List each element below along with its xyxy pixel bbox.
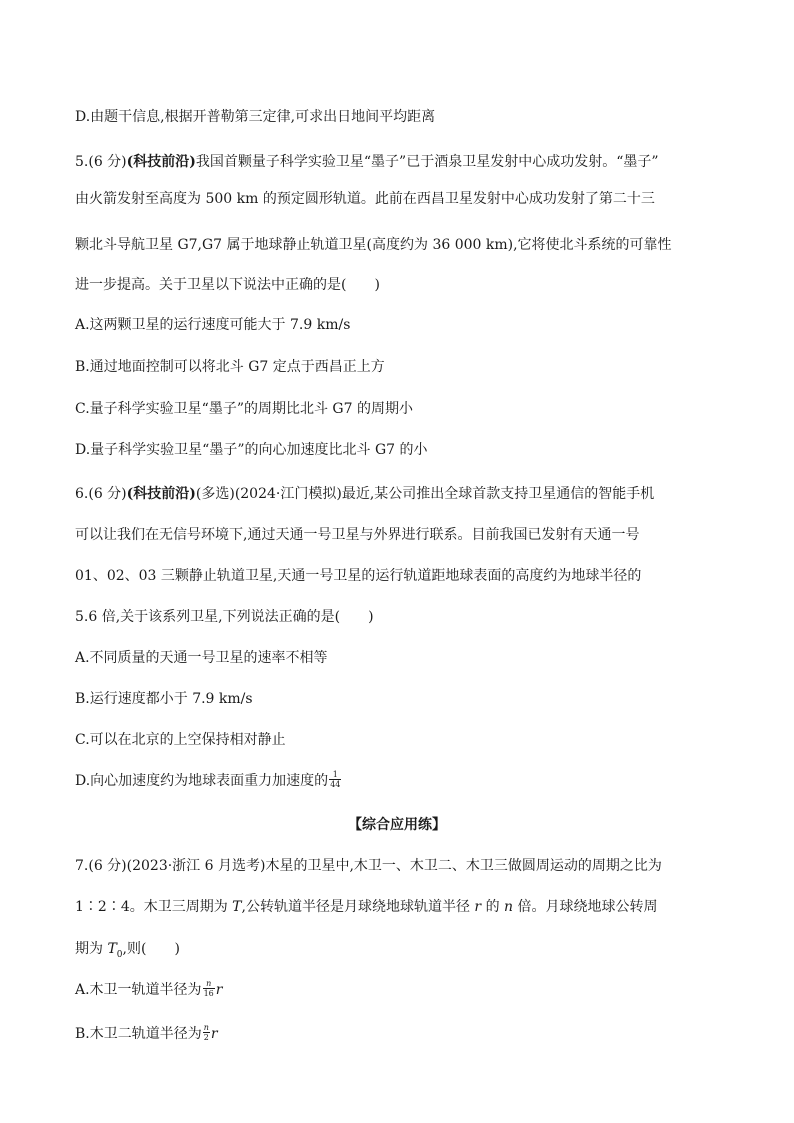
q6-option-a[interactable]: A.不同质量的天通一号卫星的速率不相等 (75, 650, 328, 666)
q5-number: 5.(6 分) (75, 154, 127, 170)
q7-option-a[interactable] (75, 980, 725, 1000)
q6-stem-line1 (75, 484, 725, 504)
q7-option-a-var: r (215, 982, 223, 998)
q5-option-d[interactable]: D.量子科学实验卫星“墨子”的向心加速度比北斗 G7 的小 (75, 442, 428, 458)
q6-option-d-text: D.向心加速度约为地球表面重力加速度的 (75, 773, 329, 789)
q5-tag: (科技前沿) (126, 154, 196, 170)
q5-option-b[interactable]: B.通过地面控制可以将北斗 G7 定点于西昌正上方 (75, 359, 385, 375)
q5-stem-line3: 颗北斗导航卫星 G7,G7 属于地球静止轨道卫星(高度约为 36 000 km),它将使北斗系统的可靠性 (75, 237, 672, 253)
q7-text-c: 的 (481, 899, 505, 915)
q6-stem-line2: 可以让我们在无信号环境下,通过天通一号卫星与外界进行联系。目前我国已发射有天通一号 (75, 527, 640, 543)
q5-stem-line4: 进一步提高。关于卫星以下说法中正确的是( ) (75, 277, 380, 293)
q4-option-d[interactable]: D.由题干信息,根据开普勒第三定律,可求出日地间平均距离 (75, 109, 436, 125)
q7-option-a-fraction (203, 979, 215, 998)
q6-tag: (科技前沿) (126, 486, 196, 502)
q6-option-b[interactable]: B.运行速度都小于 7.9 km/s (75, 691, 253, 707)
q7-var-r: r (474, 899, 482, 915)
q6-option-c[interactable]: C.可以在北京的上空保持相对静止 (75, 732, 286, 748)
q7-stem-line3 (75, 939, 725, 965)
q7-text-f: ,则( ) (122, 941, 180, 957)
q6-option-d[interactable] (75, 771, 725, 791)
fraction-denominator: 16 (203, 988, 214, 998)
q7-option-b-fraction (203, 1023, 210, 1042)
q7-text-e: 期为 (75, 941, 108, 957)
fraction-denominator: 2 (203, 1032, 209, 1042)
fraction-denominator: 44 (330, 779, 341, 789)
q7-var-T0: T (107, 941, 117, 957)
q6-option-d-fraction (329, 770, 341, 789)
q5-stem-line1 (75, 152, 725, 172)
fraction-numerator: 1 (329, 770, 341, 780)
fraction-numerator: n (203, 1022, 209, 1032)
q7-option-b-text: B.木卫二轨道半径为 (75, 1026, 202, 1042)
q7-text-a: 1∶2∶4。木卫三周期为 (75, 899, 233, 915)
q7-var-T: T (232, 899, 242, 915)
q6-stem-text1: (多选)(2024·江门模拟)最近,某公司推出全球首款支持卫星通信的智能手机 (195, 486, 655, 502)
q5-option-c[interactable]: C.量子科学实验卫星“墨子”的周期比北斗 G7 的周期小 (75, 401, 413, 417)
q6-stem-line3: 01、02、03 三颗静止轨道卫星,天通一号卫星的运行轨道距地球表面的高度约为地球半径的 (75, 568, 642, 584)
q7-option-b[interactable] (75, 1024, 725, 1044)
q7-option-a-text: A.木卫一轨道半径为 (75, 982, 202, 998)
section-title: 【综合应用练】 (348, 817, 446, 833)
q7-text-d: 倍。月球绕地球公转周 (513, 899, 658, 915)
q7-option-b-var: r (210, 1026, 218, 1042)
fraction-numerator: n (203, 979, 215, 989)
q7-stem-line1: 7.(6 分)(2023·浙江 6 月选考)木星的卫星中,木卫一、木卫二、木卫三做圆周运动的周期之比为 (75, 858, 662, 874)
q6-stem-line4: 5.6 倍,关于该系列卫星,下列说法正确的是( ) (75, 609, 374, 625)
q7-var-T0-subscript: 0 (116, 949, 123, 960)
q5-stem-line2: 由火箭发射至高度为 500 km 的预定圆形轨道。此前在西昌卫星发射中心成功发射了第二十三 (75, 191, 655, 207)
q7-stem-line2 (75, 897, 725, 917)
q7-var-n: n (504, 899, 514, 915)
q5-stem-text1: 我国首颗量子科学实验卫星“墨子”已于酒泉卫星发射中心成功发射。“墨子” (195, 154, 659, 170)
q6-number: 6.(6 分) (75, 486, 127, 502)
q7-text-b: ,公转轨道半径是月球绕地球轨道半径 (241, 899, 475, 915)
q5-option-a[interactable]: A.这两颗卫星的运行速度可能大于 7.9 km/s (75, 317, 351, 333)
